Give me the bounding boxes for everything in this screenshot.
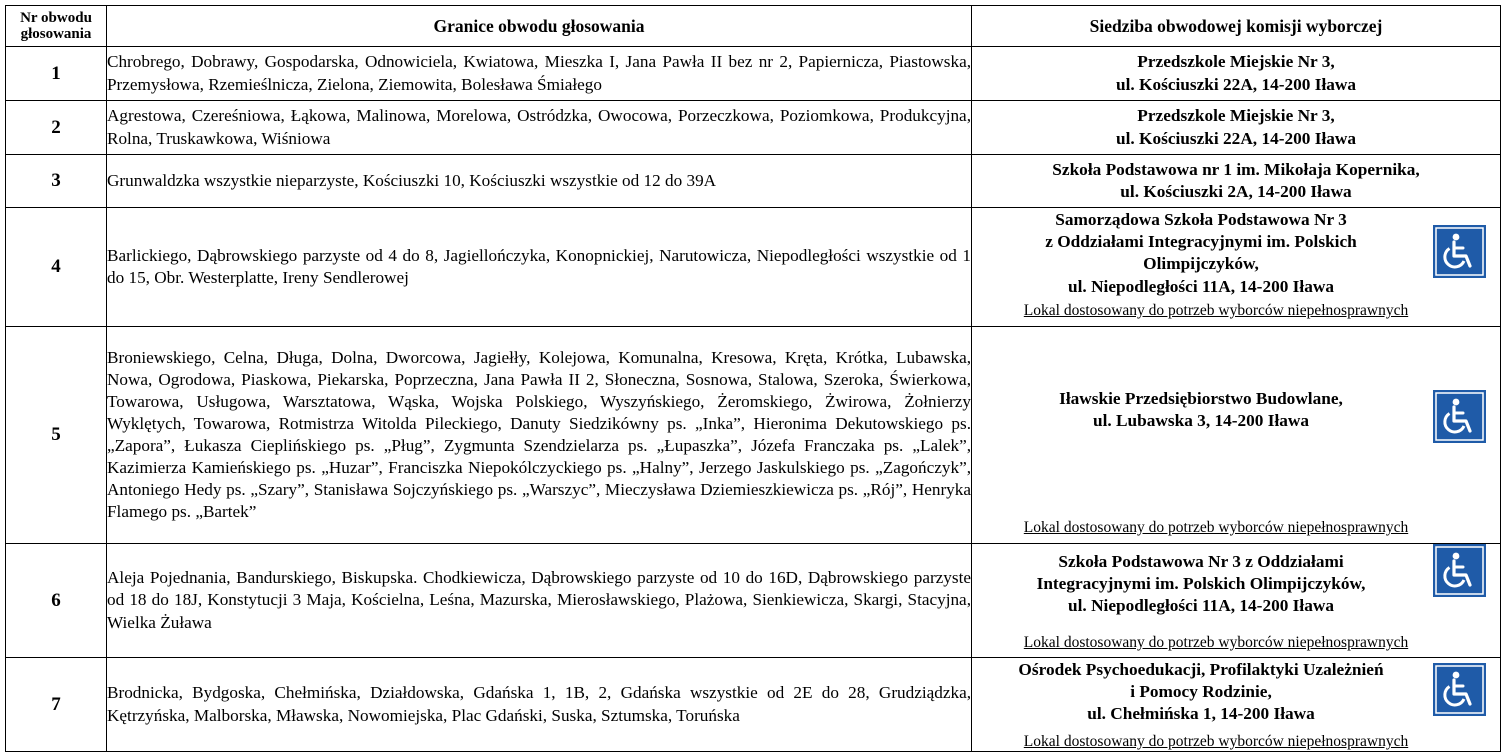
commission-seat (972, 208, 1501, 327)
header-commission-seat: Siedziba obwodowej komisji wyborczej (972, 6, 1501, 47)
commission-seat (972, 658, 1501, 752)
district-boundaries: Brodnicka, Bydgoska, Chełmińska, Działdowska, Gdańska 1, 1B, 2, Gdańska wszystkie od 2E do 28, Grudziądzka, Kętrzyńska, Malborska, Mławska, Nowomiejska, Plac Gdański, Suska, Sztumska, Toruńska (107, 658, 972, 752)
district-number: 3 (6, 155, 107, 208)
seat-name (972, 51, 1500, 95)
table-row (6, 544, 1501, 658)
district-number: 4 (6, 208, 107, 327)
table-row (6, 155, 1501, 208)
seat-address: ul. Chełmińska 1, 14-200 Iława (1087, 704, 1315, 724)
seat-line: Szkoła Podstawowa nr 1 im. Mikołaja Kopernika, (1052, 159, 1420, 179)
header-district-boundaries: Granice obwodu głosowania (107, 6, 972, 47)
accessibility-note: Lokal dostosowany do potrzeb wyborców niepełnosprawnych (1023, 634, 1409, 651)
commission-seat (972, 544, 1501, 658)
seat-line: Ośrodek Psychoedukacji, Profilaktyki Uzależnień (1018, 660, 1384, 679)
header-district-number: Nr obwodu głosowania (6, 6, 107, 47)
seat-line: Samorządowa Szkoła Podstawowa Nr 3 (1055, 210, 1347, 229)
district-boundaries: Chrobrego, Dobrawy, Gospodarska, Odnowiciela, Kwiatowa, Mieszka I, Jana Pawła II bez nr 2, Papiernicza, Piastowska, Przemysłowa, Rzemieślnicza, Zielona, Ziemowita, Bolesława Śmiałego (107, 47, 972, 101)
commission-seat (972, 155, 1501, 208)
seat-name (972, 209, 1500, 298)
seat-line: Przedszkole Miejskie Nr 3, (1137, 106, 1335, 126)
accessibility-note: Lokal dostosowany do potrzeb wyborców niepełnosprawnych (1023, 733, 1409, 750)
district-number: 6 (6, 544, 107, 658)
table-row (6, 101, 1501, 155)
seat-line: i Pomocy Rodzinie, (1130, 682, 1272, 702)
seat-address: ul. Kościuszki 2A, 14-200 Iława (1120, 182, 1352, 201)
seat-address: ul. Niepodległości 11A, 14-200 Iława (1068, 276, 1334, 296)
seat-address: ul. Kościuszki 22A, 14-200 Iława (1115, 74, 1357, 94)
seat-name (972, 659, 1500, 726)
seat-name (972, 105, 1500, 149)
commission-seat (972, 327, 1501, 544)
district-boundaries: Aleja Pojednania, Bandurskiego, Biskupska. Chodkiewicza, Dąbrowskiego parzyste od 10 do 16D, Dąbrowskiego parzyste od 18 do 18J, Konstytucji 3 Maja, Kościelna, Leśna, Mazurska, Mierosławskiego, Plażowa, Sienkiewicza, Skargi, Stacyjna, Wielka Żuława (107, 544, 972, 658)
district-number: 1 (6, 47, 107, 101)
seat-name (972, 388, 1500, 432)
seat-line: z Oddziałami Integracyjnymi im. Polskich (1045, 232, 1357, 252)
district-number: 5 (6, 327, 107, 544)
commission-seat (972, 47, 1501, 101)
district-number: 2 (6, 101, 107, 155)
header-row (6, 6, 1501, 47)
district-boundaries: Agrestowa, Czereśniowa, Łąkowa, Malinowa, Morelowa, Ostródzka, Owocowa, Porzeczkowa, Poziomkowa, Produkcyjna, Rolna, Truskawkowa, Wiśniowa (107, 101, 972, 155)
seat-name (972, 551, 1500, 618)
district-boundaries: Grunwaldzka wszystkie nieparzyste, Kościuszki 10, Kościuszki wszystkie od 12 do 39A (107, 155, 972, 208)
wheelchair-accessibility-icon (1433, 225, 1486, 278)
commission-seat (972, 101, 1501, 155)
seat-line: Szkoła Podstawowa Nr 3 z Oddziałami (1058, 552, 1344, 571)
seat-address: ul. Kościuszki 22A, 14-200 Iława (1115, 128, 1357, 148)
accessibility-note: Lokal dostosowany do potrzeb wyborców niepełnosprawnych (1023, 519, 1409, 536)
district-boundaries: Barlickiego, Dąbrowskiego parzyste od 4 do 8, Jagiellończyka, Konopnickiej, Narutowicza, Niepodległości wszystkie od 1 do 15, Obr. Westerplatte, Ireny Sendlerowej (107, 208, 972, 327)
table-row (6, 208, 1501, 327)
table-row (6, 658, 1501, 752)
seat-line: Olimpijczyków, (1143, 254, 1259, 274)
seat-address: ul. Niepodległości 11A, 14-200 Iława (1068, 596, 1334, 616)
district-boundaries: Broniewskiego, Celna, Długa, Dolna, Dworcowa, Jagiełły, Kolejowa, Komunalna, Kresowa, Kręta, Krótka, Lubawska, Nowa, Ogrodowa, Piaskowa, Piekarska, Poprzeczna, Jana Pawła II 2, Słoneczna, Sosnowa, Stalowa, Szeroka, Świerkowa, Towarowa, Usługowa, Warsztatowa, Wąska, Wojska Polskiego, Wyszyńskiego, Żeromskiego, Żwirowa, Żołnierzy Wyklętych, Towarowa, Rotmistrza Witolda Pileckiego, Danuty Siedzikówny ps. „Inka”, Hieronima Dekutowskiego ps. „Zapora”, Łukasza Cieplińskiego ps. „Pług”, Zygmunta Szendzielarza ps. „Łupaszka”, Józefa Franczaka ps. „Lalek”, Kazimierza Kamieńskiego ps. „Huzar”, Franciszka Niepokólczyckiego ps. „Halny”, Jerzego Jaskulskiego ps. „Zagończyk”, Antoniego Hedy ps. „Szary”, Stanisława Sojczyńskiego ps. „Warszyc”, Mieczysława Dziemieszkiewicza ps. „Rój”, Henryka Flamego ps. „Bartek” (107, 327, 972, 544)
table-row (6, 327, 1501, 544)
seat-address: ul. Lubawska 3, 14-200 Iława (1092, 411, 1310, 431)
seat-line: Iławskie Przedsiębiorstwo Budowlane, (1059, 389, 1343, 408)
seat-name (972, 159, 1500, 203)
district-number: 7 (6, 658, 107, 752)
wheelchair-accessibility-icon (1433, 544, 1486, 597)
wheelchair-accessibility-icon (1433, 390, 1486, 443)
wheelchair-accessibility-icon (1433, 663, 1486, 716)
table-row (6, 47, 1501, 101)
seat-line: Przedszkole Miejskie Nr 3, (1137, 52, 1335, 72)
accessibility-note: Lokal dostosowany do potrzeb wyborców niepełnosprawnych (1023, 302, 1409, 319)
electoral-districts-table (5, 5, 1501, 752)
seat-line: Integracyjnymi im. Polskich Olimpijczyków, (1036, 574, 1366, 594)
